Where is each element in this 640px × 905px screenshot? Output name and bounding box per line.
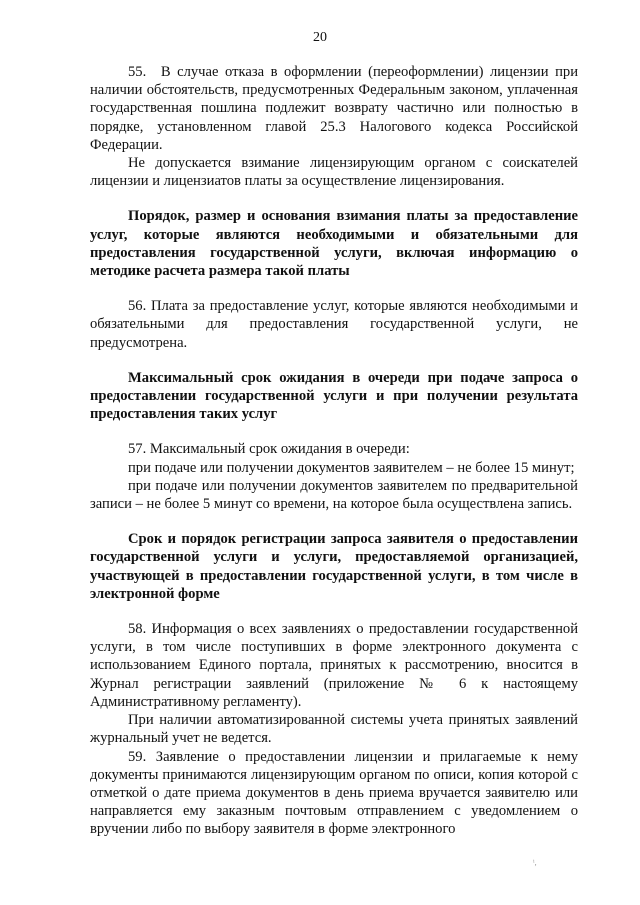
paragraph-55: 55. В случае отказа в оформлении (переоформлении) лицензии при наличии обстоятельств, предусмотренных Федеральным законом, уплаченная государственная пошлина подлежит возврату частично или полностью в порядке, установленном главой 25.3 Налогового кодекса Российской Федерации. [90,64,578,153]
scan-mark: ⁱ, [533,858,537,867]
paragraph-57: 57. Максимальный срок ожидания в очереди: [128,441,410,458]
paragraph-57-item-a: при подаче или получении документов заявителем – не более 15 минут; [128,459,575,476]
section-heading-queue: Максимальный срок ожидания в очереди при подаче запроса о предоставлении государственной услуги и при получении результата предоставления таких услуг [90,369,578,423]
paragraph-58: 58. Информация о всех заявлениях о предоставлении государственной услуги, в том числе поступивших в форме электронного документа с использованием Единого портала, принятых к рассмотрению, вносится в Журнал регистрации заявлений (приложение № 6 к настоящему Административному регламенту). [90,621,578,710]
document-body [90,63,578,839]
page-number: 20 [313,30,327,45]
paragraph-57-item-b: при подаче или получении документов заявителем по предварительной записи – не более 5 минут со времени, на которое была осуществлена запись. [90,477,578,513]
paragraph-56: 56. Плата за предоставление услуг, которые являются необходимыми и обязательными для предоставления государственной услуги, не предусмотрена. [90,298,578,351]
section-heading-fees: Порядок, размер и основания взимания платы за предоставление услуг, которые являются необходимыми и обязательными для предоставления государственной услуги, включая информацию о методике расчета размера такой платы [90,208,578,280]
paragraph-58-note: При наличии автоматизированной системы учета принятых заявлений журнальный учет не ведется. [90,712,578,747]
paragraph-55-fee-note: Не допускается взимание лицензирующим органом с соискателей лицензии и лицензиатов платы за осуществление лицензирования. [90,155,578,190]
section-heading-registration: Срок и порядок регистрации запроса заявителя о предоставлении государственной услуги и услуги, предоставляемой организацией, участвующей в предоставлении государственной услуги, в том числе в электронной форме [90,531,578,602]
paragraph-59: 59. Заявление о предоставлении лицензии и прилагаемые к нему документы принимаются лицензирующим органом по описи, копия которой с отметкой о дате приема документов в день приема вручается заявителю или направляется ему заказным почтовым отправлением с уведомлением о вручении либо по выбору заявителя в форме электронного [90,748,578,838]
